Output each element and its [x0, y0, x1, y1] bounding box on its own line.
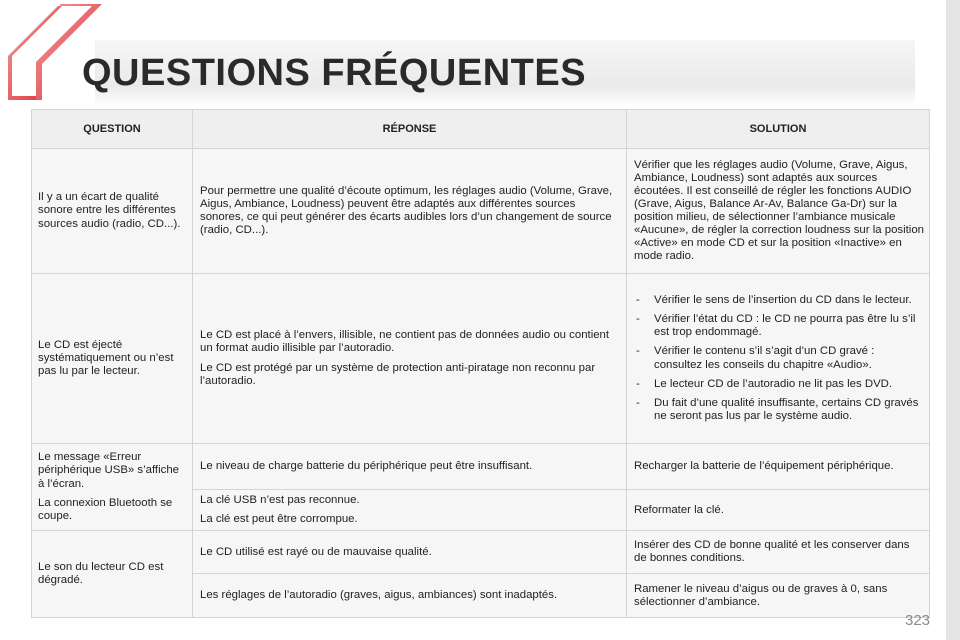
solution-bullet-list [634, 294, 924, 423]
margin-rule [946, 0, 960, 640]
reponse-cell [193, 531, 627, 574]
reponse-text: Pour permettre une qualité d’écoute optimum, les réglages audio (Volume, Grave, Aigus, Ambiance, Loudness) peuvent être adaptés aux différentes sources sonores, ce qui peut générer des écarts audibles lors d’un changement de source (radio, CD...). [200, 184, 613, 237]
page-title: QUESTIONS FRÉQUENTES [82, 52, 587, 94]
solution-text: Insérer des CD de bonne qualité et les conserver dans de bonnes conditions. [634, 539, 910, 565]
table-row [32, 444, 930, 490]
reponse-text: La clé est peut être corrompue. [200, 513, 358, 526]
question-text: La connexion Bluetooth se coupe. [38, 496, 173, 522]
question-cell [32, 274, 193, 444]
solution-cell [627, 574, 930, 618]
column-header-solution: SOLUTION [627, 110, 930, 149]
question-cell [32, 444, 193, 531]
question-cell [32, 531, 193, 618]
reponse-cell [193, 444, 627, 490]
reponse-text: Le CD est placé à l’envers, illisible, ne contient pas de données audio ou contient un format audio illisible par l’autoradio. [200, 329, 610, 355]
faq-table [31, 109, 930, 618]
column-header-reponse: RÉPONSE [193, 110, 627, 149]
solution-bullet: - Le lecteur CD de l’autoradio ne lit pas les DVD. [634, 378, 924, 391]
reponse-cell [193, 574, 627, 618]
solution-cell [627, 149, 930, 274]
solution-bullet: - Vérifier le sens de l’insertion du CD dans le lecteur. [634, 294, 924, 307]
question-text: Il y a un écart de qualité sonore entre les différentes sources audio (radio, CD...). [38, 191, 181, 230]
question-text: Le son du lecteur CD est dégradé. [38, 561, 164, 587]
reponse-cell [193, 274, 627, 444]
table-row [32, 274, 930, 444]
reponse-cell [193, 490, 627, 531]
question-text: Le CD est éjecté systématiquement ou n’est pas lu par le lecteur. [38, 338, 174, 378]
solution-cell [627, 531, 930, 574]
table-row [32, 149, 930, 274]
solution-bullet: - Vérifier l’état du CD : le CD ne pourra pas être lu s’il est trop endommagé. [634, 313, 924, 339]
header-row [32, 110, 930, 149]
solution-bullet: - Vérifier le contenu s’il s’agit d’un CD gravé : consultez les conseils du chapitre «Audio». [634, 345, 924, 371]
solution-text: Vérifier que les réglages audio (Volume, Grave, Aigus, Ambiance, Loudness) sont adaptés aux sources écoutées. Il est conseillé de régler les fonctions AUDIO (Grave, Aigus, Balance Ar-Av, Balance Ga-Dr) sur la position milieu, de sélectionner l’ambiance musicale «Aucune», de régler la correction loudness sur la position «Active» en mode CD et sur la position «Inactive» en mode radio. [634, 158, 924, 263]
reponse-cell [193, 149, 627, 274]
question-text: Le message «Erreur périphérique USB» s’affiche à l’écran. [38, 451, 179, 490]
solution-cell [627, 444, 930, 490]
solution-cell [627, 490, 930, 531]
solution-cell [627, 274, 930, 444]
solution-text: Ramener le niveau d’aigus ou de graves à 0, sans sélectionner d’ambiance. [634, 582, 888, 608]
reponse-text: Le CD utilisé est rayé ou de mauvaise qualité. [200, 545, 432, 558]
reponse-text: La clé USB n’est pas reconnue. [200, 494, 360, 506]
page-number: 323 [905, 612, 931, 629]
reponse-text: Le niveau de charge batterie du périphérique peut être insuffisant. [200, 459, 533, 472]
reponse-text: Le CD est protégé par un système de protection anti-piratage non reconnu par l’autoradio. [200, 361, 596, 387]
solution-text: Recharger la batterie de l’équipement périphérique. [634, 459, 894, 472]
reponse-text: Les réglages de l’autoradio (graves, aigus, ambiances) sont inadaptés. [200, 589, 558, 602]
column-header-question: QUESTION [32, 110, 193, 149]
table-row [32, 531, 930, 574]
solution-bullet: - Du fait d’une qualité insuffisante, certains CD gravés ne seront pas lus par le système audio. [634, 397, 924, 423]
question-cell [32, 149, 193, 274]
solution-text: Reformater la clé. [634, 503, 724, 516]
